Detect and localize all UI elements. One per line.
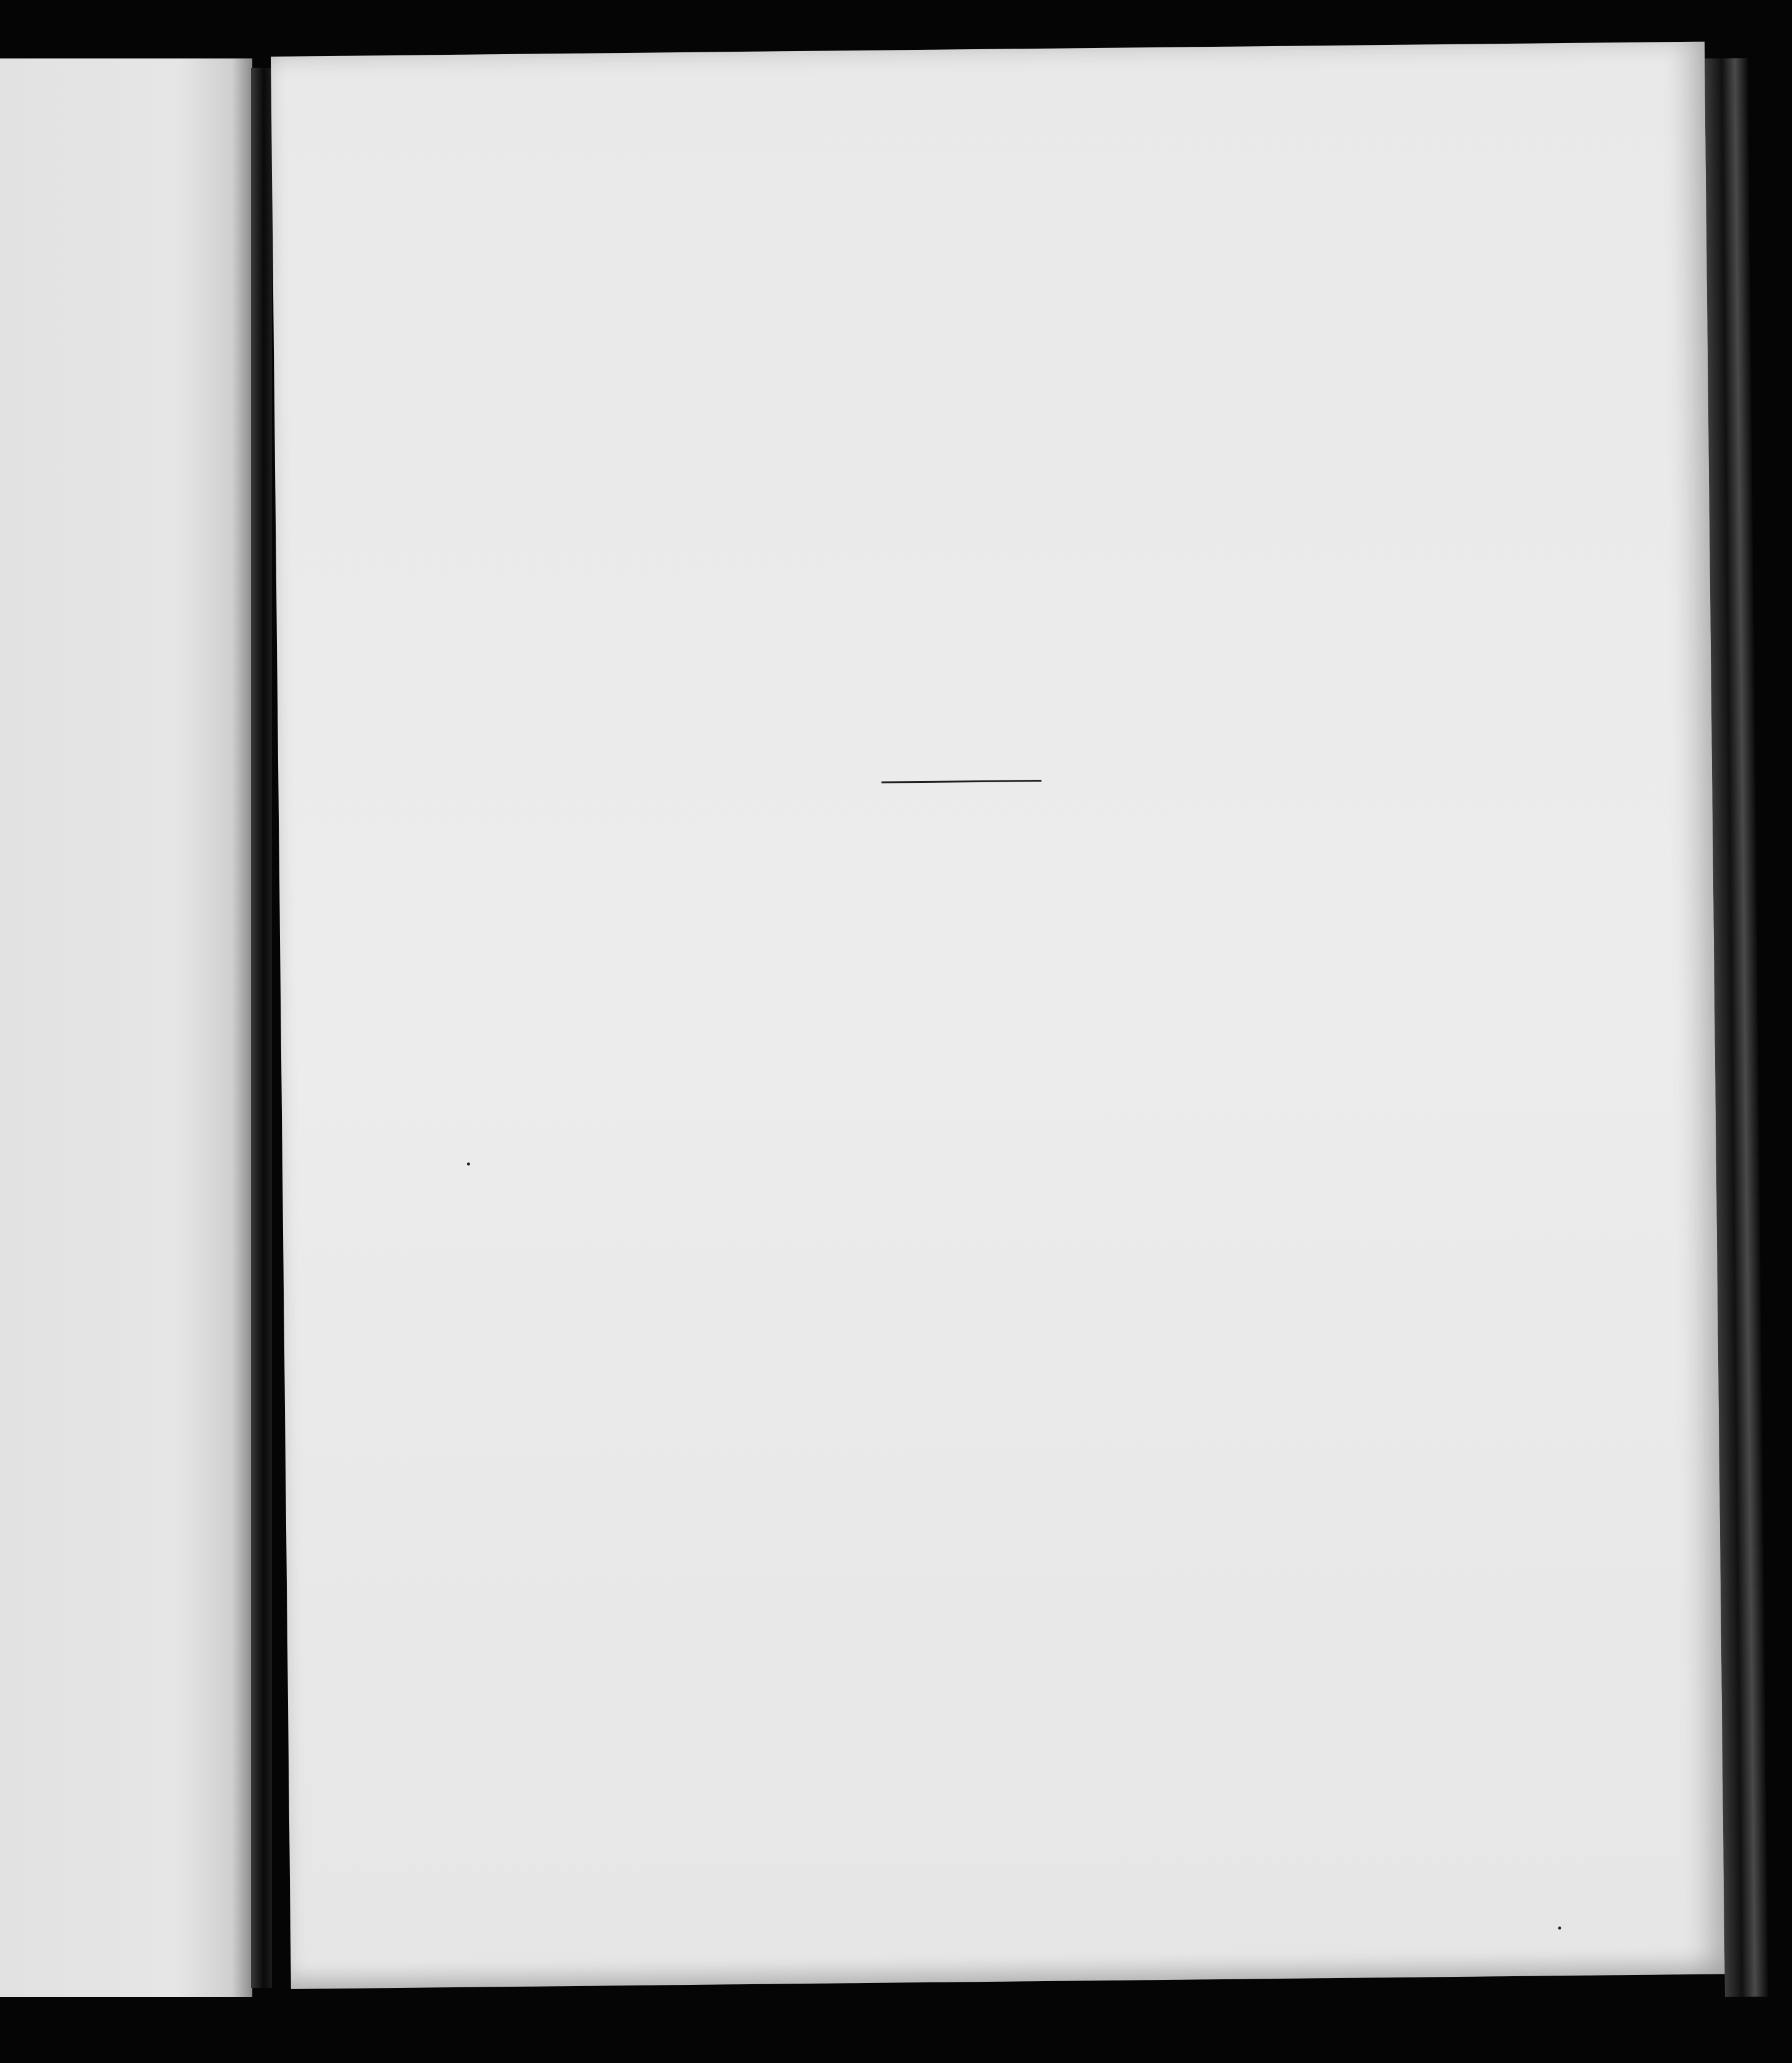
opening-stanza bbox=[271, 42, 1705, 57]
right-page bbox=[271, 42, 1725, 1989]
page-number bbox=[924, 159, 1047, 161]
poem-title bbox=[625, 932, 1338, 939]
book-gutter bbox=[251, 68, 272, 1988]
left-facing-page bbox=[0, 58, 252, 1997]
poem-body bbox=[271, 42, 1705, 57]
section-divider bbox=[881, 780, 1041, 783]
drop-cap-initial bbox=[582, 1022, 650, 1109]
print-speck bbox=[467, 1163, 470, 1166]
print-speck bbox=[1558, 1926, 1561, 1929]
